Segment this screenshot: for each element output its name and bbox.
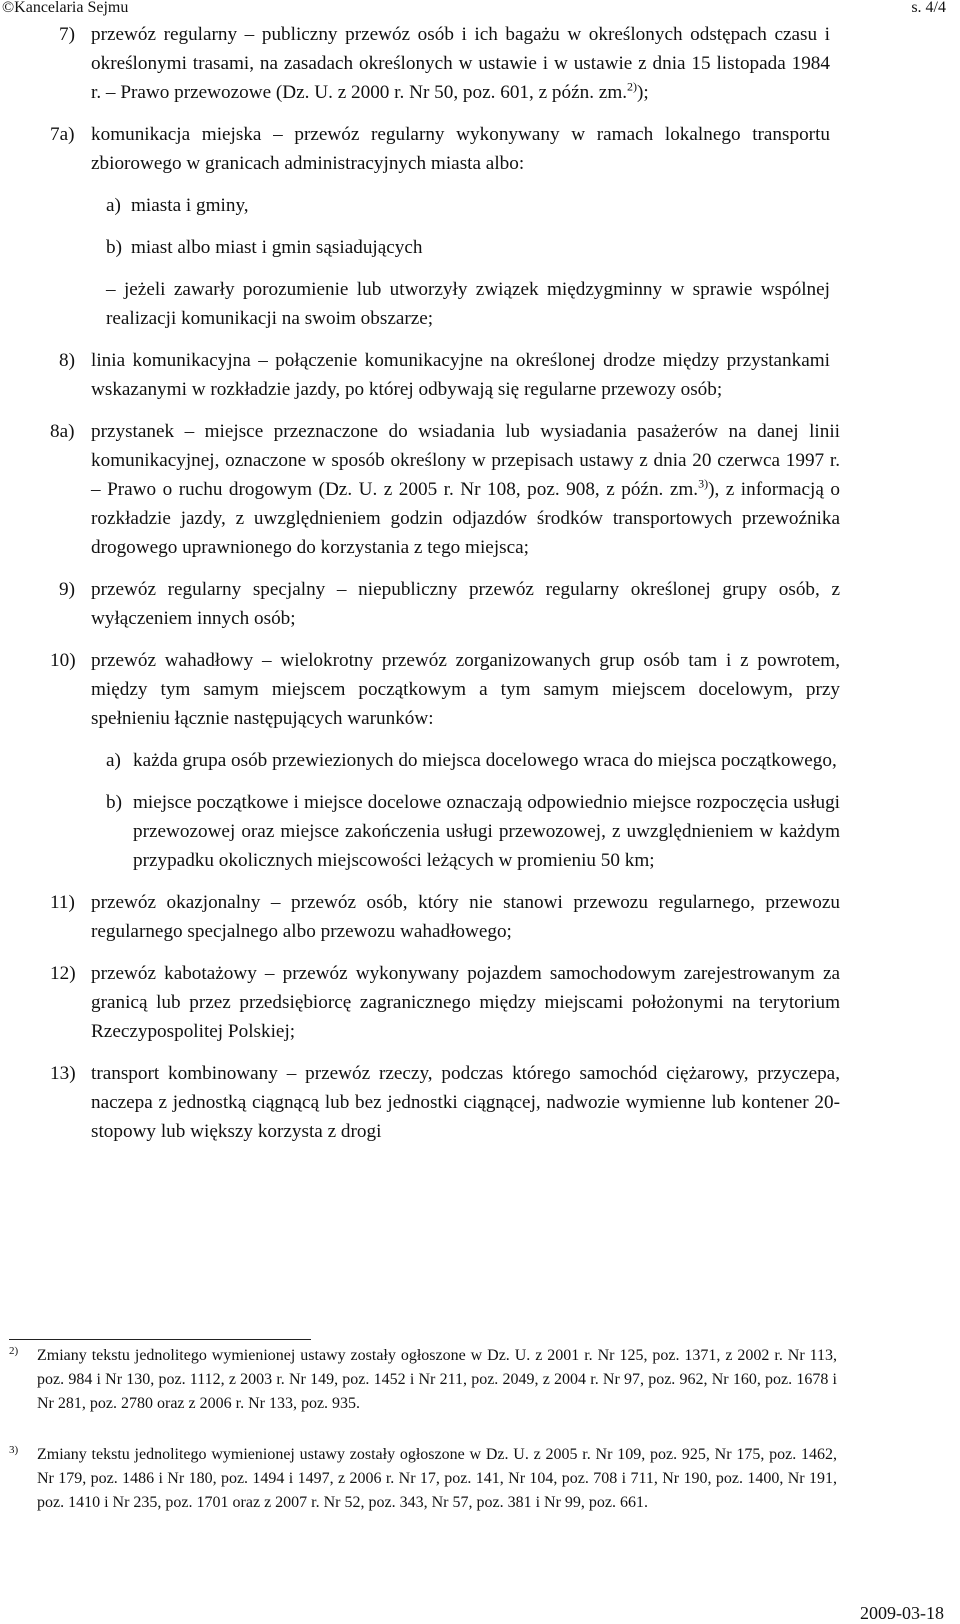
item-number: b) [106,792,122,813]
document-body [0,20,960,1159]
item-number: a) [106,195,121,216]
list-item-7a-b [0,233,960,262]
footer-date: 2009-03-18 [860,1603,944,1623]
item-text-tail: ); [637,82,649,103]
item-number: b) [106,237,122,258]
item-text: komunikacja miejska – przewóz regularny wykonywany w ramach lokalnego transportu zbiorowego w granicach administracyjnych miasta albo: [91,124,830,174]
list-item-10-b [0,788,960,875]
item-number: 7a) [50,124,75,145]
list-item-7 [0,20,960,107]
item-number: 7) [59,24,75,45]
footnote-text: Zmiany tekstu jednolitego wymienionej ustawy zostały ogłoszone w Dz. U. z 2001 r. Nr 125, poz. 1371, z 2002 r. Nr 113, poz. 984 i Nr 130, poz. 1112, z 2003 r. Nr 149, poz. 1452 i Nr 211, poz. 2049, z 2004 r. Nr 97, poz. 962, Nr 160, poz. 1678 i Nr 281, poz. 2780 oraz z 2006 r. Nr 133, poz. 935. [37,1347,837,1412]
header-copyright: ©Kancelaria Sejmu [2,0,129,16]
footnote-ref: 3) [698,476,709,491]
list-item-12 [0,959,960,1046]
item-text: transport kombinowany – przewóz rzeczy, podczas którego samochód ciężarowy, przyczepa, naczepa z jednostką ciągnącą lub bez jednostki ciągnącej, nadwozie wymienne lub kontener 20-stopowy lub większy korzysta z drogi [91,1063,840,1142]
footnote-3 [9,1443,837,1515]
list-item-13 [0,1059,960,1146]
item-text: przewóz regularny – publiczny przewóz osób i ich bagażu w określonych odstępach czasu i określonymi trasami, na zasadach określonych w ustawie i w ustawie z dnia 15 listopada 1984 r. – Prawo przewozowe (Dz. U. z 2000 r. Nr 50, poz. 601, z późn. zm. [91,24,830,103]
list-item-11 [0,888,960,946]
list-item-10-a [0,746,960,775]
item-number: 10) [50,650,76,671]
item-text: przewóz regularny specjalny – niepubliczny przewóz regularny określonej grupy osób, z wyłączeniem innych osób; [91,579,840,629]
list-item-8a [0,417,960,562]
item-text: miasta i gminy, [131,195,249,216]
item-text: przewóz okazjonalny – przewóz osób, który nie stanowi przewozu regularnego, przewozu regularnego specjalnego albo przewozu wahadłowego; [91,892,840,942]
item-text: miast albo miast i gmin sąsiadujących [131,237,423,258]
list-item-7a-dash [0,275,960,333]
item-text: każda grupa osób przewiezionych do miejsca docelowego wraca do miejsca początkowego, [133,750,837,771]
item-text: przewóz kabotażowy – przewóz wykonywany pojazdem samochodowym zarejestrowanym za granicą lub przez przedsiębiorcę zagranicznego między miejscami położonymi na terytorium Rzeczypospolitej Polskiej; [91,963,840,1042]
list-item-10 [0,646,960,733]
item-text-tail: ), z informacją o rozkładzie jazdy, z uwzględnieniem godzin odjazdów środków transportowych przewoźnika drogowego uprawnionego do korzystania z tego miejsca; [91,479,840,558]
item-text: przewóz wahadłowy – wielokrotny przewóz zorganizowanych grup osób tam i z powrotem, między tym samym miejscem początkowym a tym samym miejscem docelowym, przy spełnieniu łącznie następujących warunków: [91,650,840,729]
footnote-ref: 2) [627,79,638,94]
footnote-number: 2) [9,1345,19,1357]
item-number: a) [106,750,121,771]
footnote-separator [9,1339,311,1340]
item-text: przystanek – miejsce przeznaczone do wsiadania lub wysiadania pasażerów na danej linii komunikacyjnej, oznaczone w sposób określony w przepisach ustawy z dnia 20 czerwca 1997 r. – Prawo o ruchu drogowym (Dz. U. z 2005 r. Nr 108, poz. 908, z późn. zm. [91,421,840,500]
item-text: miejsce początkowe i miejsce docelowe oznaczają odpowiednio miejsce rozpoczęcia usługi przewozowej oraz miejsce zakończenia usługi przewozowej, z uwzględnieniem w każdym przypadku okolicznych miejscowości leżących w promieniu 50 km; [133,792,840,871]
footnote-2 [9,1344,837,1416]
item-text: linia komunikacyjna – połączenie komunikacyjne na określonej drodze między przystankami wskazanymi w rozkładzie jazdy, po której odbywają się regularne przewozy osób; [91,350,830,400]
item-number: 12) [50,963,76,984]
item-number: 8a) [50,421,75,442]
item-text: – jeżeli zawarły porozumienie lub utworzyły związek międzygminny w sprawie wspólnej realizacji komunikacji na swoim obszarze; [106,279,830,329]
footnote-number: 3) [9,1444,19,1456]
list-item-8 [0,346,960,404]
list-item-9 [0,575,960,633]
item-number: 13) [50,1063,76,1084]
list-item-7a-a [0,191,960,220]
header-page-number: s. 4/4 [911,0,946,16]
list-item-7a [0,120,960,178]
item-number: 9) [59,579,75,600]
item-number: 8) [59,350,75,371]
footnote-text: Zmiany tekstu jednolitego wymienionej ustawy zostały ogłoszone w Dz. U. z 2005 r. Nr 109, poz. 925, Nr 175, poz. 1462, Nr 179, poz. 1486 i Nr 180, poz. 1494 i 1497, z 2006 r. Nr 17, poz. 141, Nr 104, poz. 708 i 711, Nr 190, poz. 1400, Nr 191, poz. 1410 i Nr 235, poz. 1701 oraz z 2007 r. Nr 52, poz. 343, Nr 57, poz. 381 i Nr 99, poz. 661. [37,1446,837,1511]
item-number: 11) [50,892,75,913]
